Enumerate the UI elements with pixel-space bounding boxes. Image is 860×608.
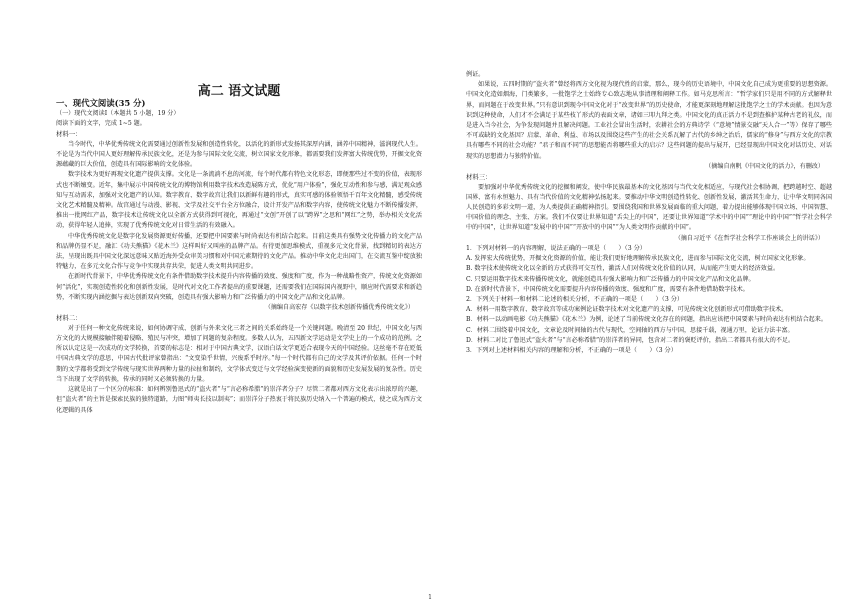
question-3: 3．下列对上述材料相关内容的理解和分析，不正确的一项是（ ）（3 分） <box>466 347 677 355</box>
material-2-source: （摘编自南帆《中国文化的活力》，有删改） <box>705 162 824 170</box>
page-title: 高二 语文试题 <box>197 84 281 99</box>
question-1-option-a: A. 发挥宏大传统优势，开掘文化资源的价值，能让我们更好地理解传承民族文化，进而参与国际文化交流，树立国家文化形象。 <box>466 255 810 263</box>
page-number: 1 <box>428 594 432 601</box>
material-3-paragraph-1: 要加强对中华优秀传统文化的挖掘和阐发，使中华民族最基本的文化基因与当代文化相适应，与现代社会相协调，把跨越时空、超越国界、富有永恒魅力、具有当代价值的文化精神弘扬起来。要推动中华文明创造性转化、创新性发展，激活其生命力，让中华文明同各国人民创造的多彩文明一道，为人类提供正确精神指引。要围绕我国和世界发展面临的重大问题，着力提出能够体现中国立场、中国智慧、中国价值的理念、主张、方案。我们不仅要让世界知道“舌尖上的中国”，还要让世界知道“学术中的中国”“理论中的中国”“哲学社会科学中的中国”，让世界知道“发展中的中国”“开放中的中国”“为人类文明作贡献的中国”。 <box>466 183 832 232</box>
material-3-source: （摘自习近平《在哲学社会科学工作座谈会上的讲话》） <box>674 234 824 242</box>
instruction-text: 阅读下面的文字，完成 1~5 题。 <box>56 120 146 128</box>
subsection-heading: （一）现代文阅读Ⅰ（本题共 5 小题，19 分） <box>56 110 180 117</box>
question-2: 2．下列关于材料一和材料二论述的相关分析，不正确的一项是（ ）（3 分） <box>466 296 684 304</box>
material-2-label: 材料二： <box>56 314 82 323</box>
material-1-paragraph-3: 中华优秀传统文化是数字化发展资源更好传播，还要把中国要素与时尚表达有机结合起来。目前这类具有强势文化传播力的文化产品和品牌仍显不足，融汇《功夫熊猫》《花木兰》这样叫好又叫座的品牌产品。有待更加思维模式，重视多元文化背景，找到精切的表达方法，呈现出既具中国文化深远意味又贴近海外受众审美习惯和对中国元素期待的文化产品。推动中华文化走出国门，在交流互鉴中绽放独特魅力，在多元文化合作与竞争中实现共存共荣，促进人类文明共同进步。 <box>56 232 422 271</box>
material-1-source: （摘编自高宏存《以数字技术创新传播优秀传统文化》） <box>264 304 414 312</box>
material-1-paragraph-4: 在新时代背景下，中华优秀传统文化有条件借助数字技术提升内容传播的效度、强度和广度，作为一种战略性资产，传统文化资源如何“活化”，实现创造性转化和创新性发展，是时代对文化工作者提出的重要课题，还需要我们在国际国内视野中，顺应时代需要求和新趋势，不断实现内涵挖掘与表达创新双向突破，创造具有强大影响力和广泛传播力的中国文化产品和文化品牌。 <box>56 273 422 301</box>
question-2-option-c: C．材料二围绕着中国文化，文章论及时间轴的古代与现代，空间轴的西方与中国，思接千载，视通万里，论证力法丰富。 <box>466 326 794 334</box>
question-1: 1．下列对材料一的内容理解，说法正确的一项是（ ）（3 分） <box>466 245 646 253</box>
material-1-paragraph-1: 当今时代，中华优秀传统文化需要通过创新性发展和创造性转化，以活化的新形式发扬其深厚内涵，涵养中国精神，滋润现代人生。不论是为当代中国人更好理解传承民族文化，还是为参与国际文化交流，树立国家文化形象，都需要我们发挥富大传统优势，开掘文化资源蕴藏的巨大价值，创造具有国际影响的文化体验。 <box>56 140 422 169</box>
material-2-paragraph-3: 如果说，五四时期的“盗火者”曾经将西方文化视为现代性的启蒙，那么，现今的历史语境中，中国文化自己成为更重要的思想资源。中国文化造如烟海，门类繁多，一批饱学之士始终专心致志地从事清理和阐释工作。如马克思所言：“哲学家们只是用不同的方式解释世界，而问题在于改变世界。”只有意识到现今中国文化对于“改变世界”的历史使命，才能更深刻地理解这批饱学之士的学术贡献。也因为意识到这种使命，人们才不会满足于某些枝丫形式的表面文章，诸如三叩九拜之类。中国文化的真正活力不是到查推护某种古老的礼仪，而是进入当今社会，为争发现问题并且解决问题。工业社会冒出生活时，农耕社会的方典诗学（“意境”情景交融“天人合一”等）保存了哪些不可或缺的文化基因？启蒙、革命、利益、市场以及围绕这些产生的社会关系瓦解了古代的乡绅之治后，儒家的“修身”与西方文化的宗教具有哪些不同的社会功能？“君子和而不同”的思想能否将哪些重大的启示？这些问题的提出与展开，已经显现出中国文化对话历史、对话现实的思想潜力与独特价值。 <box>466 81 832 160</box>
material-2-continuation: 例证。 <box>466 71 485 78</box>
question-2-option-d: D．材料二对比了鲁迅式“盗火者”与“言必称希腊”的崇洋者的异同，包含对二者的褒贬评价，指出二者都具有很大的不足。 <box>466 336 795 344</box>
left-column <box>56 98 422 416</box>
material-2-paragraph-2: 这就是出了一个区分的标准：如何辨别鲁迅式的“盗火者”与“言必称希腊”的崇洋者分子？尽管二者都对西方文化表示出浓厚的兴趣，但“盗火者”的主旨是探索民族的独特道路，力图“师夷长技以制夷”；而崇洋分子热衷于将民族历史纳入一个普遍的模式，使之成为西方文化逻辑的具体 <box>56 386 422 414</box>
question-1-option-c: C. 只要运用数字技术来传播传统文化，就能创造具有强大影响力和广泛传播力的中国文化产品和文化品牌。 <box>466 275 755 283</box>
question-1-option-d: D. 在新时代背景下，中国传统文化需要提升内容传播的效度、强度和广度，需要有条件地借助数字技术。 <box>466 285 749 293</box>
material-2-paragraph-1: 对于任何一种文化传统来说，如何协调守成、创新与外来文化三者之间的关系始终是一个关键问题。晚清至 20 世纪，中国文化与西方文化的大规模接触伴随着侵略、殖民与冲突，增加了问题的复杂程度。多数人认为，五四新文学运动是文学史上的一个成功的范例。之所以认定这是一次成功的文学转换，首要的标志是：相对于中国古典文学，汉语白话文学更适合表现今天的中国经验。这丝毫不存在贬低中国古典文学的意思，中国古代批评家曾指出：“文变染乎世情，兴废系乎时序。”每一个时代都有自己的文学及其评价依据。任何一个时期的文学都将受到文学传统与现实世界两种力量的拉扯和制约，文学体式变迁与文学经验演变使新的面貌和历史发展发展的复杂性。历史当下出现了文学的转换，传承的同时又必须转换的力量。 <box>56 324 422 383</box>
material-1-paragraph-2: 数字技术为更好再现文化遗产提供支撑。文化是一条流淌不息的河流，每个时代都有特色文化形态，即便那些过不变的价值，表现形式也不断嬗变。近年，集中展示中国传统文化的博物馆利用数字技术改造展陈方式，优化“用户体验”，强化互动性和参与感，满足观众感知与互动需求，加强对文化遗产的认知。数字教育、数字故宫让我们以新鲜有趣的形式，真实可感的体验领悟千百年文化精髓，感受传统文化艺术精髓及精神。故宫通过与动漫、影视、文学及社交平台全方位融合，设计开发产品和数字内容，使传统文化魅力不断传播发挥，推出一批网红产品，数字技术让传统文化以全新方式获得到可视化，再通过“文创”开创了以“跨界”之思和“网红”之势，举办相关文化活动，获得年轻人追捧，实现了优秀传统文化对日常生活的有效融入。 <box>56 171 422 230</box>
question-1-option-b: B. 数字技术使传统文化以全新的方式获得可交互性，激活人们对传统文化价值的认同，从而能产生更大的经济效益。 <box>466 265 780 273</box>
right-column <box>466 70 832 356</box>
material-3-label: 材料三： <box>466 173 492 182</box>
material-1-label: 材料一： <box>56 130 82 139</box>
question-2-option-a: A．材料一用数字教育、数字故宫等成功案例论证数字技术对文化遗产的支撑，可见传统文化创新形式可借助数字技术。 <box>466 306 788 314</box>
section-heading: 一、现代文阅读(35 分) <box>56 98 146 108</box>
question-2-option-b: B．材料一以动画电影《功夫熊猫》《花木兰》为例，论述了当前传统文化存在的问题，指出应该把中国要素与时尚表达有机结合起来。 <box>466 316 827 324</box>
